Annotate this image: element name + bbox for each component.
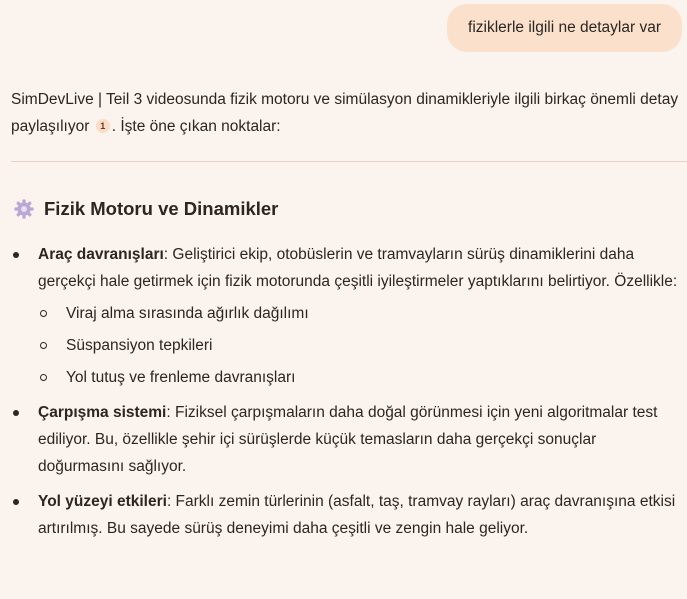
assistant-intro-paragraph [11,86,681,140]
list-item [11,241,681,391]
list-item-title: Yol yüzeyi etkileri [38,493,167,510]
list-item-text: : Fiziksel çarpışmaların daha doğal görünmesi için yeni algoritmalar test ediliyor. Bu, özellikle şehir içi sürüşlerde küçük temasların daha gerçekçi sonuçlar doğurmasını sağlıyor. [38,404,658,475]
user-message-text: fiziklerle ilgili ne detaylar var [468,19,661,36]
section-heading [13,198,278,220]
sub-list [38,300,681,391]
list-item-title: Çarpışma sistemi [38,404,167,421]
intro-text: SimDevLive | Teil 3 videosunda fizik motoru ve simülasyon dinamikleriyle ilgili birkaç önemli detay paylaşılıyor [11,91,679,135]
list-item-text: : Farklı zemin türlerinin (asfalt, taş, tramvay rayları) araç davranışına etkisi artırılmış. Bu sayede sürüş deneyimi daha çeşitli ve zengin hale geliyor. [38,493,676,537]
citation-badge[interactable]: 1 [96,119,110,133]
list-item [11,399,681,480]
sub-list-item: Süspansiyon tepkileri [38,332,681,359]
user-message-bubble [447,4,682,52]
physics-details-list [11,241,681,550]
gear-icon [13,198,35,220]
list-item [11,488,681,542]
section-title: Fizik Motoru ve Dinamikler [44,198,279,219]
intro-text-after: . İşte öne çıkan noktalar: [111,118,281,135]
sub-list-item: Yol tutuş ve frenleme davranışları [38,364,681,391]
section-divider [11,161,687,162]
list-item-text: : Geliştirici ekip, otobüslerin ve tramvayların sürüş dinamiklerini daha gerçekçi hale getirmek için fizik motorunda çeşitli iyileştirmeler yaptıklarını belirtiyor. Özellikle: [38,246,678,290]
sub-list-item: Viraj alma sırasında ağırlık dağılımı [38,300,681,327]
list-item-title: Araç davranışları [38,246,164,263]
